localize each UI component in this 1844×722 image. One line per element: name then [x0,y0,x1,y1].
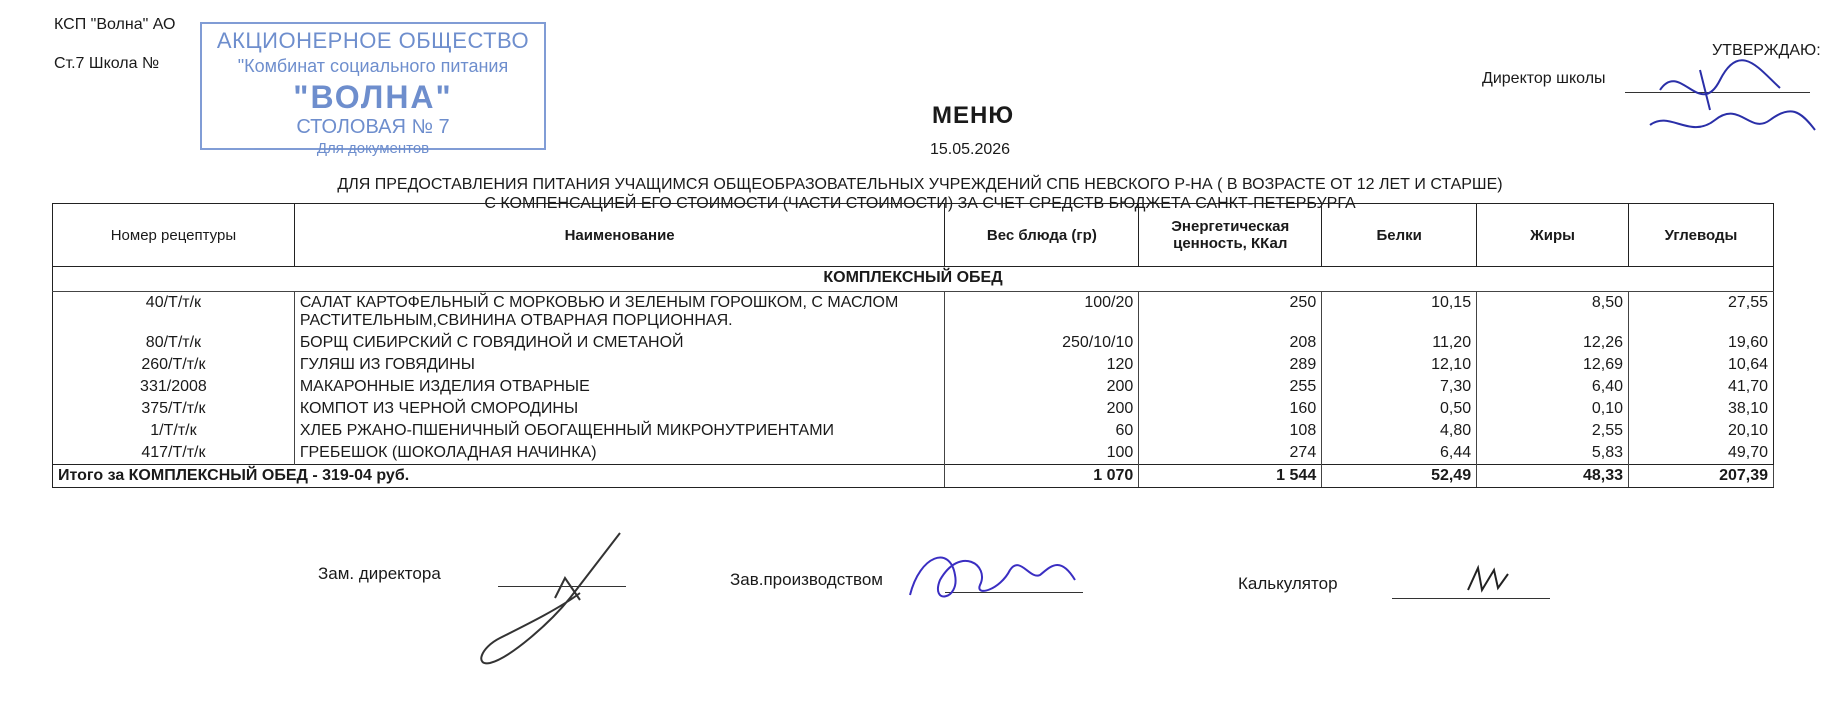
energy-cell: 274 [1139,442,1322,465]
recipe-cell: 80/Т/т/к [53,332,295,354]
table-row [53,398,1774,420]
dish-name-cell: КОМПОТ ИЗ ЧЕРНОЙ СМОРОДИНЫ [294,398,945,420]
total-carbs: 207,39 [1629,465,1774,488]
dish-name-cell: БОРЩ СИБИРСКИЙ С ГОВЯДИНОЙ И СМЕТАНОЙ [294,332,945,354]
table-row [53,442,1774,465]
fat-cell: 2,55 [1477,420,1629,442]
deputy-signature [470,528,640,668]
header-protein: Белки [1322,204,1477,267]
stamp-line-2: "Комбинат социального питания [237,56,509,76]
recipe-cell: 40/Т/т/к [53,292,295,333]
energy-cell: 108 [1139,420,1322,442]
protein-cell: 12,10 [1322,354,1477,376]
stamp-line-4: СТОЛОВАЯ № 7 [296,116,450,138]
dish-name-cell: САЛАТ КАРТОФЕЛЬНЫЙ С МОРКОВЬЮ И ЗЕЛЕНЫМ ГОРОШКОМ, С МАСЛОМ РАСТИТЕЛЬНЫМ,СВИНИНА ОТВАРНАЯ ПОРЦИОННАЯ. [294,292,945,333]
header-carbs: Углеводы [1629,204,1774,267]
weight-cell: 200 [945,376,1139,398]
sig-calculator-label: Калькулятор [1238,574,1338,593]
document-date: 15.05.2026 [930,141,1011,158]
fat-cell: 12,69 [1477,354,1629,376]
total-protein: 52,49 [1322,465,1477,488]
org-school: Ст.7 Школа № [54,55,160,72]
company-stamp [200,22,546,157]
protein-cell: 0,50 [1322,398,1477,420]
menu-table [52,203,1774,488]
table-row [53,354,1774,376]
recipe-cell: 1/Т/т/к [53,420,295,442]
table-row [53,332,1774,354]
table-row [53,376,1774,398]
fat-cell: 0,10 [1477,398,1629,420]
table-row [53,420,1774,442]
org-name: КСП "Волна" АО [54,16,176,33]
protein-cell: 10,15 [1322,292,1477,333]
energy-cell: 208 [1139,332,1322,354]
energy-cell: 250 [1139,292,1322,333]
dish-name-cell: ХЛЕБ РЖАНО-ПШЕНИЧНЫЙ ОБОГАЩЕННЫЙ МИКРОНУТРИЕНТАМИ [294,420,945,442]
carbs-cell: 49,70 [1629,442,1774,465]
header-energy: Энергетическая ценность, ККал [1139,204,1322,267]
recipe-cell: 331/2008 [53,376,295,398]
header-recipe: Номер рецептуры [53,204,295,267]
director-signature [1640,50,1820,140]
document-title: МЕНЮ [932,102,1015,129]
dish-name-cell: МАКАРОННЫЕ ИЗДЕЛИЯ ОТВАРНЫЕ [294,376,945,398]
carbs-cell: 27,55 [1629,292,1774,333]
stamp-line-5: Для документов [316,140,430,157]
subtitle-line-2: С КОМПЕНСАЦИЕЙ ЕГО СТОИМОСТИ (ЧАСТИ СТОИМОСТИ) ЗА СЧЕТ СРЕДСТВ БЮДЖЕТА САНКТ-ПЕТЕРБУРГА [484,195,1356,212]
stamp-line-1: АКЦИОНЕРНОЕ ОБЩЕСТВО [216,28,530,53]
recipe-cell: 260/Т/т/к [53,354,295,376]
carbs-cell: 20,10 [1629,420,1774,442]
header-name: Наименование [294,204,945,267]
fat-cell: 6,40 [1477,376,1629,398]
weight-cell: 100/20 [945,292,1139,333]
dish-name-cell: ГУЛЯШ ИЗ ГОВЯДИНЫ [294,354,945,376]
protein-cell: 4,80 [1322,420,1477,442]
section-title: КОМПЛЕКСНЫЙ ОБЕД [53,267,1774,292]
energy-cell: 255 [1139,376,1322,398]
protein-cell: 11,20 [1322,332,1477,354]
fat-cell: 8,50 [1477,292,1629,333]
weight-cell: 250/10/10 [945,332,1139,354]
weight-cell: 60 [945,420,1139,442]
dish-name-cell: ГРЕБЕШОК (ШОКОЛАДНАЯ НАЧИНКА) [294,442,945,465]
total-weight: 1 070 [945,465,1139,488]
total-fat: 48,33 [1477,465,1629,488]
total-label: Итого за КОМПЛЕКСНЫЙ ОБЕД - 319-04 руб. [53,465,945,488]
section-row [53,267,1774,292]
carbs-cell: 38,10 [1629,398,1774,420]
total-energy: 1 544 [1139,465,1322,488]
protein-cell: 7,30 [1322,376,1477,398]
approval-position: Директор школы [1482,70,1606,87]
fat-cell: 5,83 [1477,442,1629,465]
carbs-cell: 41,70 [1629,376,1774,398]
approval-label: УТВЕРЖДАЮ: [1712,42,1821,59]
protein-cell: 6,44 [1322,442,1477,465]
weight-cell: 100 [945,442,1139,465]
carbs-cell: 10,64 [1629,354,1774,376]
stamp-line-3: "ВОЛНА" [293,79,453,115]
sig-production-label: Зав.производством [730,570,883,589]
recipe-cell: 375/Т/т/к [53,398,295,420]
recipe-cell: 417/Т/т/к [53,442,295,465]
total-row [53,465,1774,488]
energy-cell: 289 [1139,354,1322,376]
fat-cell: 12,26 [1477,332,1629,354]
weight-cell: 120 [945,354,1139,376]
energy-cell: 160 [1139,398,1322,420]
table-header-row [53,204,1774,267]
calculator-signature [1460,560,1520,600]
header-weight: Вес блюда (гр) [945,204,1139,267]
table-row [53,292,1774,333]
sig-deputy-label: Зам. директора [318,564,441,583]
subtitle-line-1: ДЛЯ ПРЕДОСТАВЛЕНИЯ ПИТАНИЯ УЧАЩИМСЯ ОБЩЕОБРАЗОВАТЕЛЬНЫХ УЧРЕЖДЕНИЙ СПБ НЕВСКОГО Р-НА ( В ВОЗРАСТЕ ОТ 12 ЛЕТ И СТАРШЕ) [337,176,1503,193]
production-signature [900,535,1090,610]
carbs-cell: 19,60 [1629,332,1774,354]
weight-cell: 200 [945,398,1139,420]
header-fat: Жиры [1477,204,1629,267]
